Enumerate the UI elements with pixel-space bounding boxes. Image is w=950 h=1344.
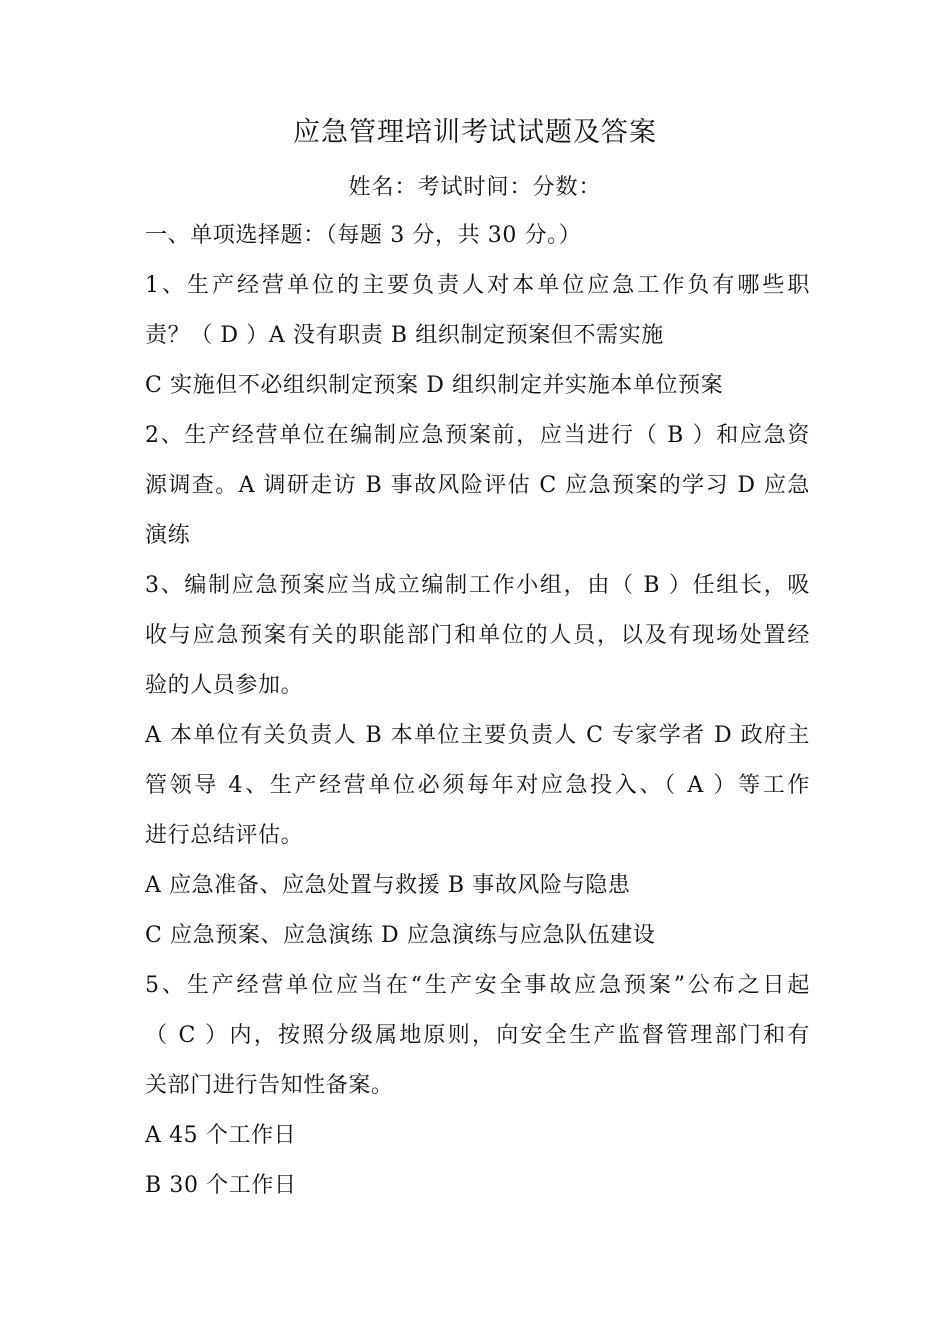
- question-1-line-1: 1、生产经营单位的主要负责人对本单位应急工作负有哪些职: [145, 273, 810, 298]
- question-4-line-1: 管领导 4、生产经营单位必须每年对应急投入、（ A ）等工作: [145, 773, 810, 798]
- question-5-line-3: 关部门进行告知性备案。: [145, 1073, 394, 1098]
- question-2-line-1: 2、生产经营单位在编制应急预案前，应当进行（ B ）和应急资: [145, 423, 810, 448]
- question-3-options: A 本单位有关负责人 B 本单位主要负责人 C 专家学者 D 政府主: [145, 723, 810, 748]
- question-3-line-3: 验的人员参加。: [145, 673, 304, 698]
- exam-info-line: 姓名：考试时间：分数：: [348, 175, 602, 200]
- question-2-line-2: 源调查。A 调研走访 B 事故风险评估 C 应急预案的学习 D 应急: [145, 473, 810, 498]
- document-title: 应急管理培训考试试题及答案: [293, 117, 657, 148]
- question-5-option-b: B 30 个工作日: [145, 1173, 297, 1198]
- question-2-line-3: 演练: [145, 523, 191, 548]
- question-3-line-1: 3、编制应急预案应当成立编制工作小组，由（ B ）任组长，吸: [145, 573, 810, 598]
- question-4-line-2: 进行总结评估。: [145, 823, 304, 848]
- question-5-option-a: A 45 个工作日: [145, 1123, 297, 1148]
- question-1-options: C 实施但不必组织制定预案 D 组织制定并实施本单位预案: [145, 373, 724, 398]
- question-1-line-2: 责？（ D ）A 没有职责 B 组织制定预案但不需实施: [145, 323, 664, 348]
- section-heading: 一、单项选择题：（每题 3 分，共 30 分。）: [145, 223, 582, 248]
- question-3-line-2: 收与应急预案有关的职能部门和单位的人员，以及有现场处置经: [145, 623, 810, 648]
- question-4-options-cd: C 应急预案、应急演练 D 应急演练与应急队伍建设: [145, 923, 656, 948]
- question-5-line-2: （ C ）内，按照分级属地原则，向安全生产监督管理部门和有: [145, 1023, 810, 1048]
- question-5-line-1: 5、生产经营单位应当在“生产安全事故应急预案”公布之日起: [145, 973, 810, 998]
- question-4-options-ab: A 应急准备、应急处置与救援 B 事故风险与隐患: [145, 873, 631, 898]
- document-body: [145, 211, 810, 1211]
